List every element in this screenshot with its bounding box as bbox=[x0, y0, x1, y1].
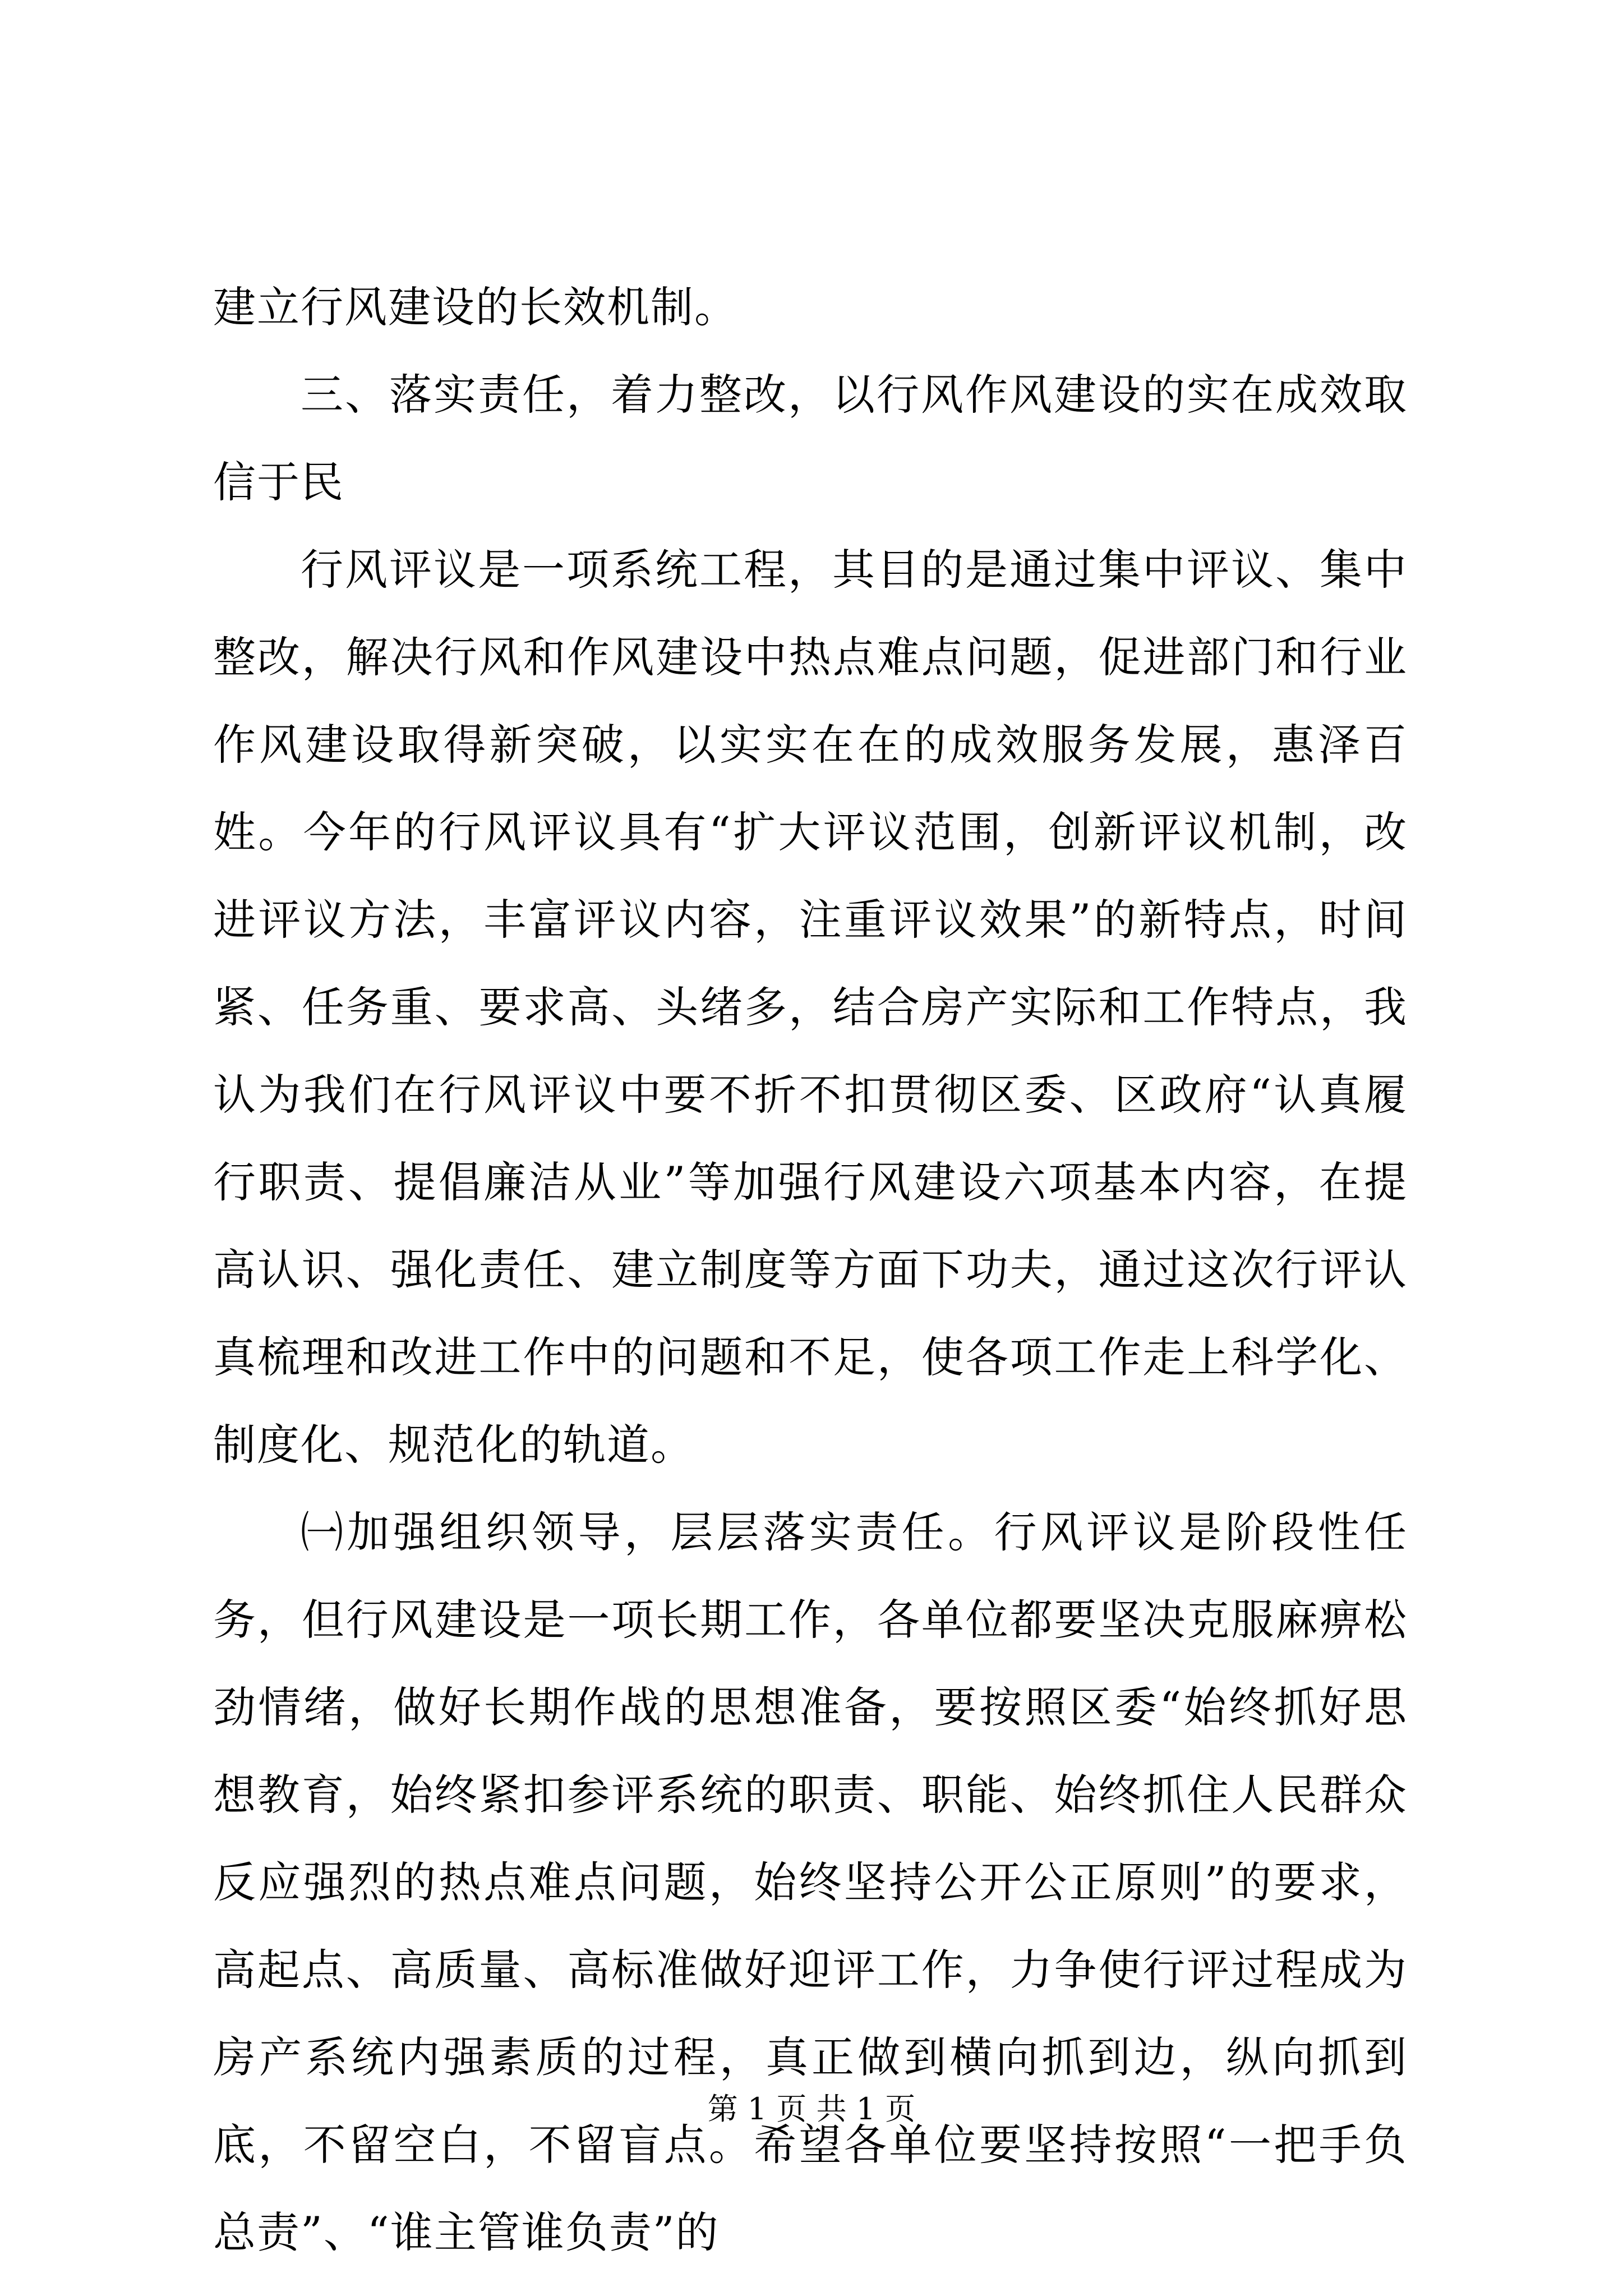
section-heading: 三、落实责任，着力整改，以行风作风建设的实在成效取信于民 bbox=[213, 370, 1408, 507]
paragraph-continuation: 建立行风建设的长效机制。 bbox=[213, 282, 738, 332]
document-body bbox=[213, 264, 1408, 2276]
paragraph: 行风评议是一项系统工程，其目的是通过集中评议、集中整改，解决行风和作风建设中热点难点问题，促进部门和行业作风建设取得新突破，以实实在在的成效服务发展，惠泽百姓。今年的行风评议具有“扩大评议范围，创新评议机制，改进评议方法，丰富评议内容，注重评议效果”的新特点，时间紧、任务重、要求高、头绪多，结合房产实际和工作特点，我认为我们在行风评议中要不折不扣贯彻区委、区政府“认真履行职责、提倡廉洁从业”等加强行风建设六项基本内容，在提高认识、强化责任、建立制度等方面下功夫，通过这次行评认真梳理和改进工作中的问题和不足，使各项工作走上科学化、制度化、规范化的轨道。 bbox=[213, 545, 1408, 1470]
page-footer: 第 1 页 共 1 页 bbox=[707, 2091, 916, 2127]
paragraph: ㈠加强组织领导，层层落实责任。行风评议是阶段性任务，但行风建设是一项长期工作，各单位都要坚决克服麻痹松劲情绪，做好长期作战的思想准备，要按照区委“始终抓好思想教育，始终紧扣参评系统的职责、职能、始终抓住人民群众反应强烈的热点难点问题，始终坚持公开公正原则”的要求，高起点、高质量、高标准做好迎评工作，力争使行评过程成为房产系统内强素质的过程，真正做到横向抓到边，纵向抓到底，不留空白，不留盲点。希望各单位要坚持按照“一把手负总责”、“谁主管谁负责”的 bbox=[213, 1507, 1408, 2257]
